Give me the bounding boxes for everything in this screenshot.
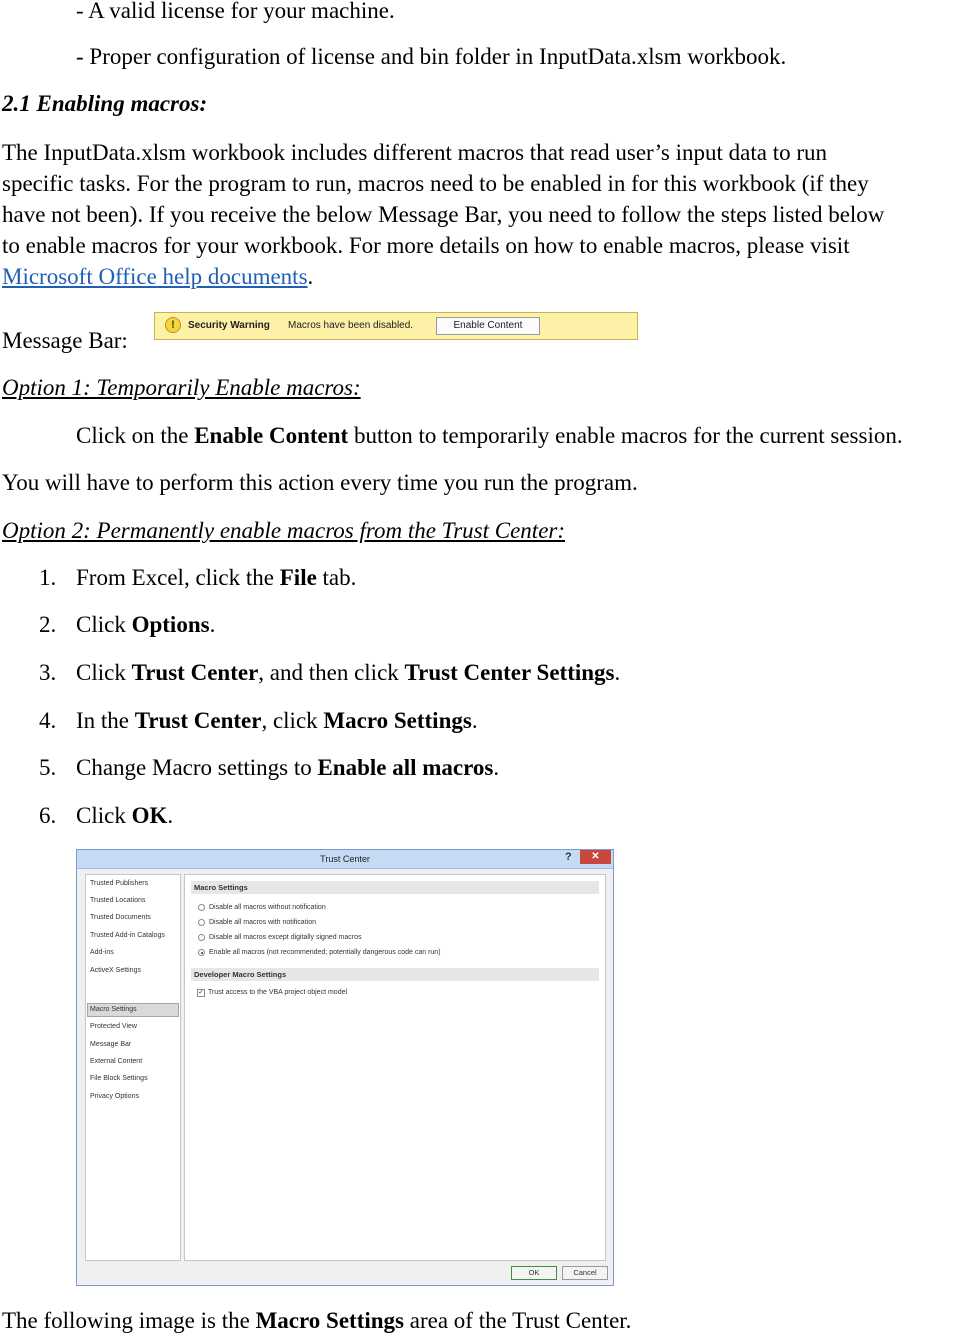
para-line-2: specific tasks. For the program to run, macros need to be enabled in for this workbook (if they	[2, 171, 869, 196]
step-bold: Trust Center	[131, 660, 259, 685]
caption-pre: The following image is the	[2, 1308, 256, 1333]
ms-office-help-link[interactable]: Microsoft Office help documents	[2, 264, 308, 289]
step-text: tab.	[316, 565, 357, 590]
option-disable-except-signed[interactable]	[209, 934, 362, 941]
step-bold: File	[279, 565, 317, 590]
radio-icon[interactable]	[198, 904, 205, 911]
ok-button[interactable]: OK	[511, 1266, 557, 1280]
message-bar-image	[154, 312, 638, 340]
close-icon[interactable]: ✕	[580, 850, 611, 864]
step-bold: OK	[131, 803, 168, 828]
caption	[2, 1307, 631, 1335]
sidebar-item-external-content[interactable]: External Content	[90, 1058, 143, 1065]
dialog-titlebar	[77, 850, 613, 869]
step-number: 6.	[39, 803, 57, 828]
sidebar-item-protected-view[interactable]: Protected View	[90, 1023, 137, 1030]
radio-icon[interactable]	[198, 919, 205, 926]
sidebar-item-trusted-publishers[interactable]: Trusted Publishers	[90, 880, 149, 887]
step-text: Change Macro settings to	[76, 755, 318, 780]
option1-pre: Click on the	[76, 423, 195, 448]
option1-line2: You will have to perform this action every time you run the program.	[2, 470, 638, 495]
option-label: Disable all macros except digitally signed macros	[209, 934, 362, 941]
sidebar-item-trusted-documents[interactable]: Trusted Documents	[90, 914, 151, 921]
option-trust-vba[interactable]	[198, 989, 348, 996]
step-bold: Options	[131, 612, 210, 637]
step-text: In the	[76, 708, 135, 733]
step-bold: Trust Center Settings	[404, 660, 615, 685]
req-license: - A valid license for your machine.	[76, 0, 395, 23]
step-text: .	[614, 660, 621, 685]
option-enable-all[interactable]	[209, 949, 441, 956]
macros-disabled-text: Macros have been disabled.	[288, 320, 414, 331]
option-label: Enable all macros (not recommended; potentially dangerous code can run)	[209, 949, 441, 956]
step-number: 1.	[39, 565, 57, 590]
security-warning-text: Security Warning	[188, 320, 270, 331]
sidebar-item-macro-settings[interactable]: Macro Settings	[90, 1006, 137, 1013]
step-text: .	[209, 612, 216, 637]
step-text: .	[471, 708, 478, 733]
sidebar-item-message-bar[interactable]: Message Bar	[90, 1041, 132, 1048]
section-heading: 2.1 Enabling macros:	[2, 91, 208, 116]
macro-settings-header: Macro Settings	[191, 881, 599, 894]
step-text: Click	[76, 803, 132, 828]
sidebar-item-activex-settings[interactable]: ActiveX Settings	[90, 967, 141, 974]
step-text: .	[493, 755, 500, 780]
option1-text	[76, 422, 903, 450]
step-number: 2.	[39, 612, 57, 637]
sidebar-item-privacy-options[interactable]: Privacy Options	[90, 1093, 140, 1100]
option1-heading: Option 1: Temporarily Enable macros:	[2, 375, 361, 400]
radio-icon[interactable]	[198, 934, 205, 941]
help-icon[interactable]: ?	[565, 851, 572, 863]
option-label: Disable all macros with notification	[209, 919, 316, 926]
caption-post: area of the Trust Center.	[404, 1308, 632, 1333]
step-number: 5.	[39, 755, 57, 780]
caption-bold: Macro Settings	[255, 1308, 405, 1333]
trust-center-dialog	[76, 849, 614, 1286]
step-bold: Enable all macros	[317, 755, 494, 780]
step-bold: Trust Center	[134, 708, 262, 733]
dialog-title: Trust Center	[320, 854, 370, 864]
sidebar-item-trusted-add-in-catalogs[interactable]: Trusted Add-in Catalogs	[90, 932, 165, 939]
sidebar-item-file-block-settings[interactable]: File Block Settings	[90, 1075, 148, 1082]
link-period: .	[307, 264, 314, 289]
step-bold: Macro Settings	[323, 708, 472, 733]
trust-center-sidebar	[85, 874, 181, 1261]
option-label: Disable all macros without notification	[209, 904, 326, 911]
step-text: Click	[76, 660, 132, 685]
step-text: , click	[261, 708, 324, 733]
option1-post: button to temporarily enable macros for the current session.	[348, 423, 903, 448]
option2-heading: Option 2: Permanently enable macros from the Trust Center:	[2, 518, 566, 543]
developer-settings-header: Developer Macro Settings	[191, 968, 599, 981]
para-line-3: have not been). If you receive the below Message Bar, you need to follow the steps listed below	[2, 202, 885, 227]
step-number: 4.	[39, 708, 57, 733]
step-text: .	[167, 803, 174, 828]
step-text: From Excel, click the	[76, 565, 280, 590]
message-bar-label: Message Bar:	[2, 328, 128, 353]
warning-shield-icon: !	[165, 317, 181, 333]
para-line-1: The InputData.xlsm workbook includes different macros that read user’s input data to run	[2, 140, 828, 165]
checkbox-checked-icon[interactable]: ✓	[198, 989, 204, 996]
option-disable-with-notify[interactable]	[209, 919, 316, 926]
req-config: - Proper configuration of license and bin folder in InputData.xlsm workbook.	[76, 44, 787, 69]
step-text: Click	[76, 612, 132, 637]
step-number: 3.	[39, 660, 57, 685]
para-line-5	[2, 263, 313, 291]
radio-selected-icon[interactable]	[198, 949, 205, 956]
step-text: , and then click	[258, 660, 405, 685]
sidebar-item-trusted-locations[interactable]: Trusted Locations	[90, 897, 146, 904]
sidebar-item-add-ins[interactable]: Add-ins	[90, 949, 114, 956]
enable-content-button[interactable]: Enable Content	[436, 317, 540, 335]
cancel-button[interactable]: Cancel	[562, 1266, 608, 1280]
option1-bold: Enable Content	[194, 423, 349, 448]
macro-settings-panel	[184, 874, 606, 1261]
para-line-4: to enable macros for your workbook. For more details on how to enable macros, please visit	[2, 233, 850, 258]
option-label: Trust access to the VBA project object model	[208, 989, 348, 996]
option-disable-no-notify[interactable]	[209, 904, 326, 911]
